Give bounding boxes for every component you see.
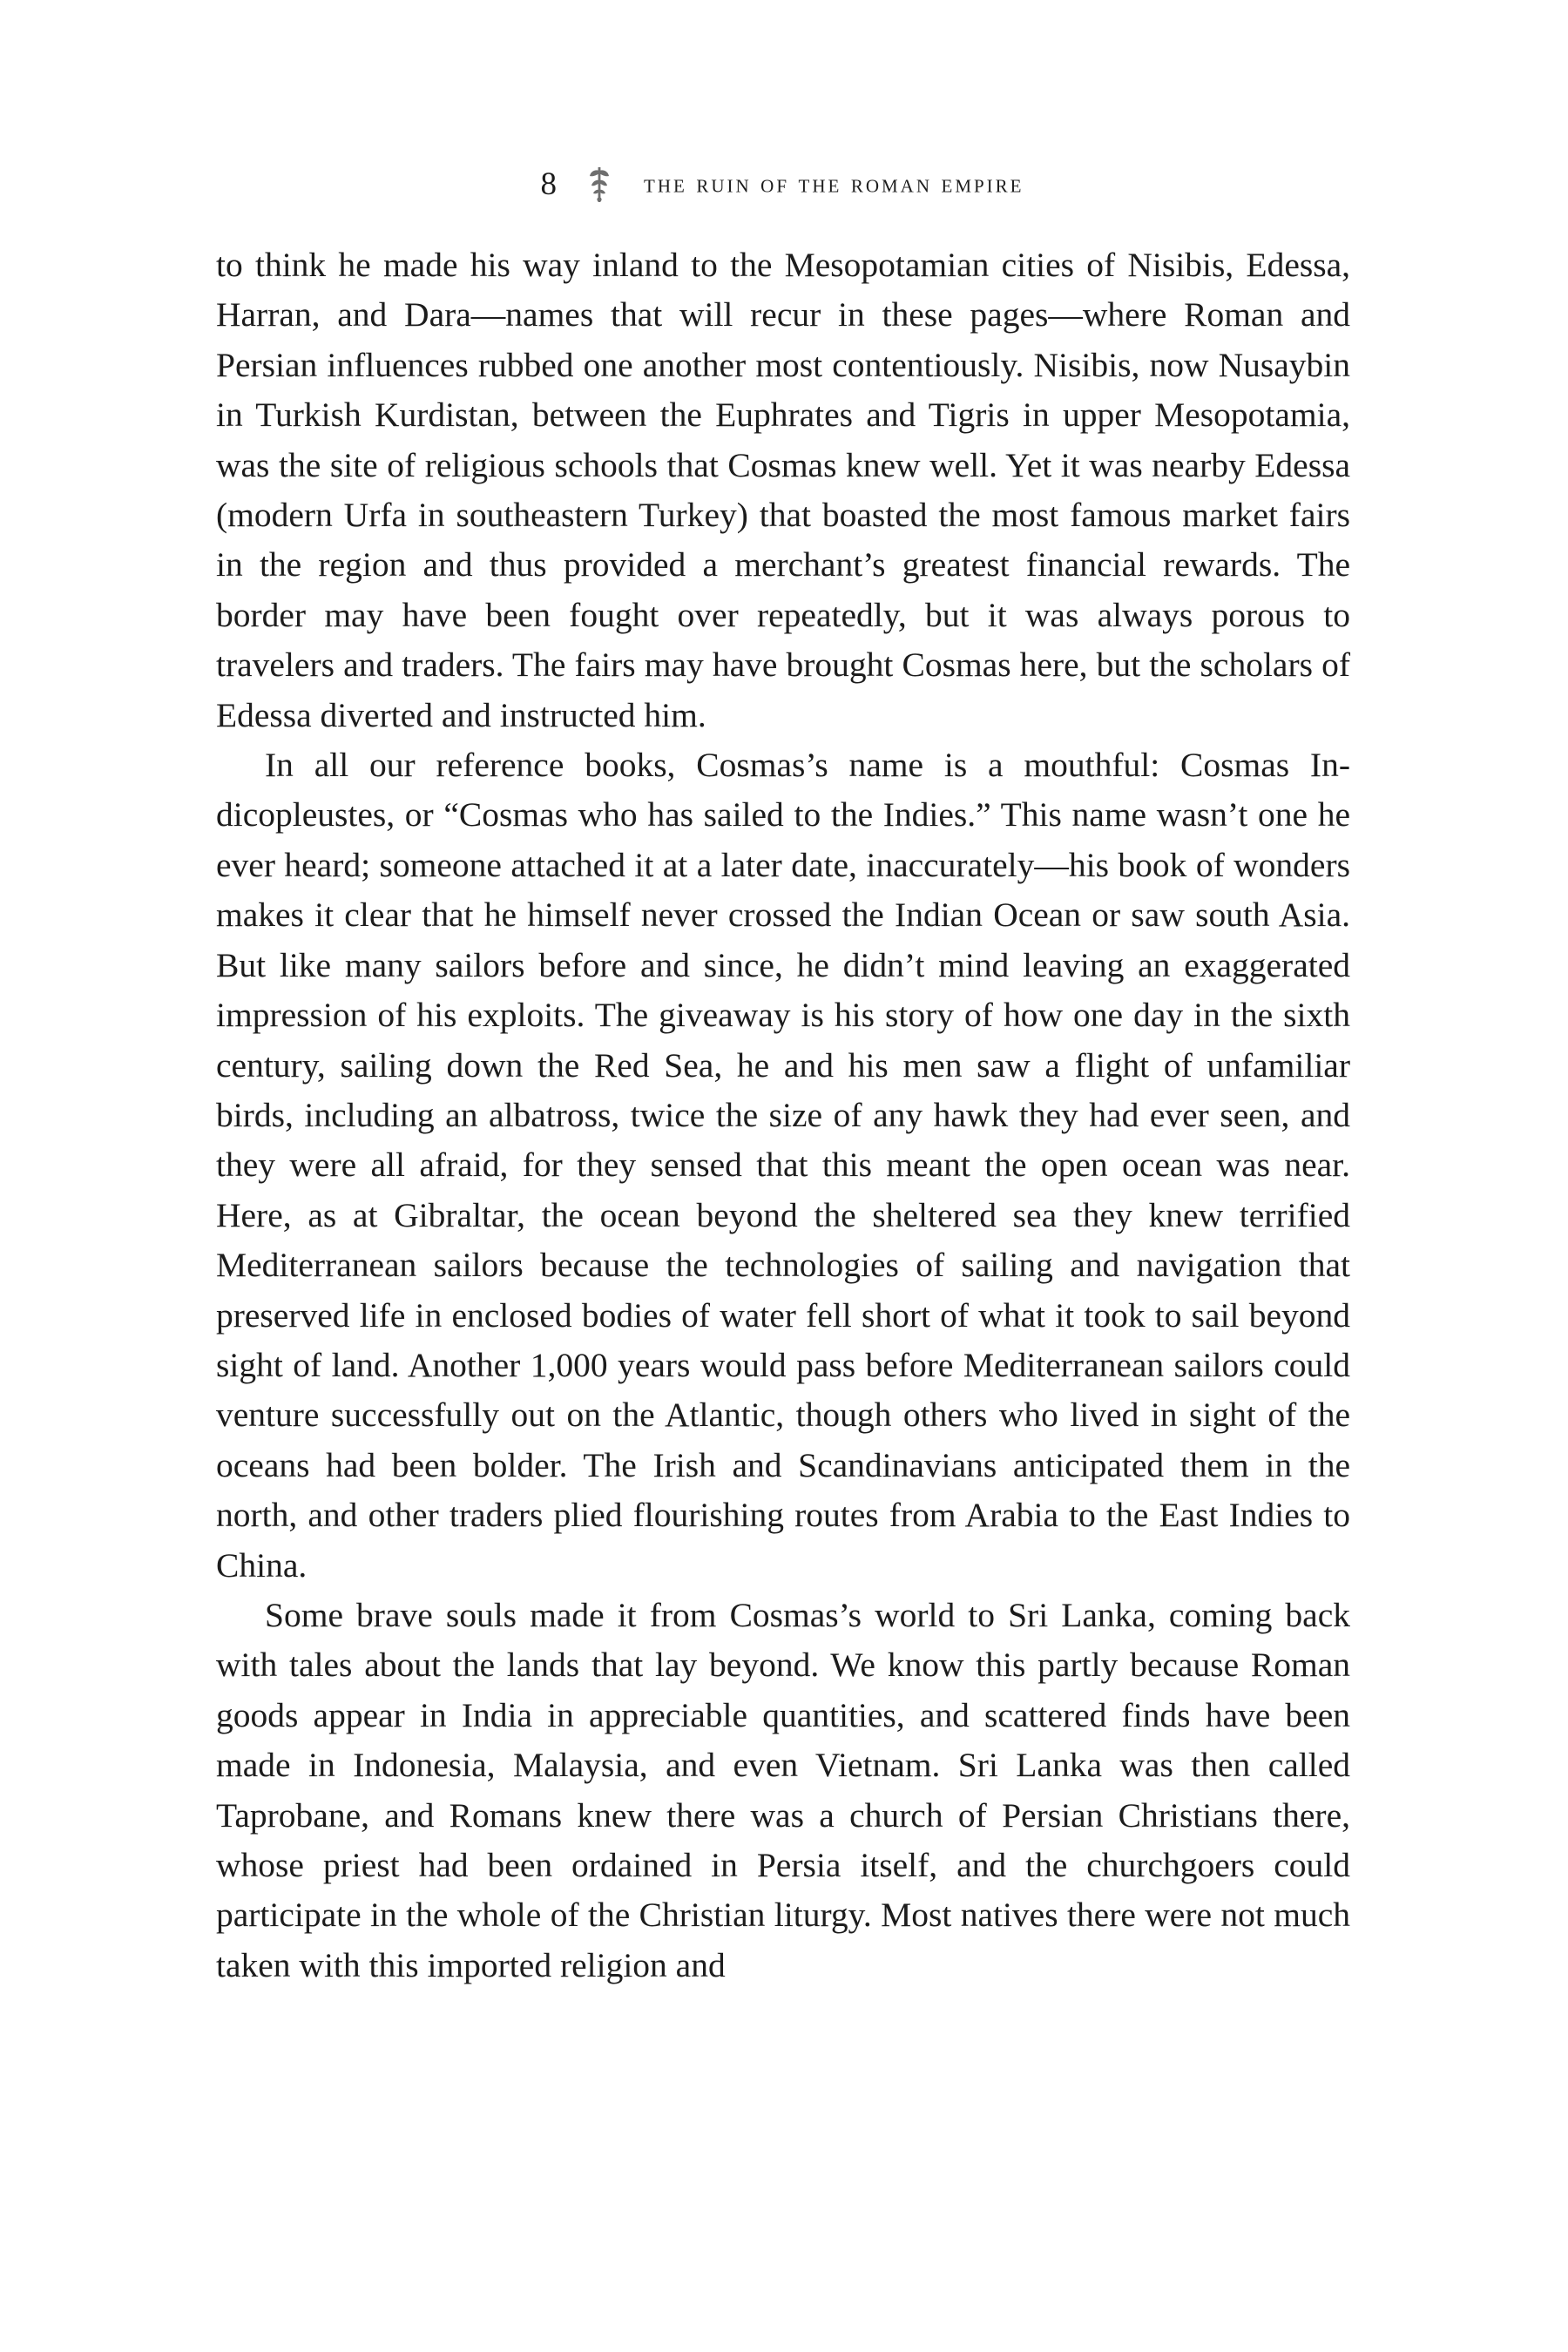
- fleuron-icon: [586, 166, 612, 203]
- running-head: [216, 166, 1348, 218]
- paragraph: to think he made his way inland to the Mesopotamian cities of Nisibis, Edessa, Harran, and Dara—names that will recur in these pages—where Roman and Persian influences rubbed one another most contentiously. Nisibis, now Nusaybin in Turkish Kurdistan, between the Euphrates and Tigris in upper Mesopotamia, was the site of religious schools that Cosmas knew well. Yet it was nearby Edessa (modern Urfa in southeastern Turkey) that boasted the most famous market fairs in the region and thus provided a merchant’s greatest financial rewards. The border may have been fought over repeatedly, but it was always porous to travelers and traders. The fairs may have brought Cosmas here, but the scholars of Edessa diverted and instructed him.: [216, 246, 1350, 734]
- page-number: 8: [540, 166, 557, 202]
- body-text: [216, 240, 1350, 1990]
- paragraph: Some brave souls made it from Cosmas’s world to Sri Lanka, coming back with tales about the lands that lay beyond. We know this partly because Roman goods appear in India in appreciable quantities, and scattered finds have been made in Indonesia, Malaysia, and even Vietnam. Sri Lanka was then called Taprobane, and Romans knew there was a church of Persian Christians there, whose priest had been ordained in Persia itself, and the churchgoers could participate in the whole of the Christian liturgy. Most natives there were not much taken with this imported religion and: [216, 1595, 1350, 1984]
- paragraph: In all our reference books, Cosmas’s name is a mouthful: Cosmas Indicopleustes, or “Cosmas who has sailed to the Indies.” This name wasn’t one he ever heard; someone attached it at a later date, inaccurately—his book of wonders makes it clear that he himself never crossed the Indian Ocean or saw south Asia. But like many sailors before and since, he didn’t mind leaving an exaggerated impression of his exploits. The giveaway is his story of how one day in the sixth century, sailing down the Red Sea, he and his men saw a flight of unfamiliar birds, including an albatross, twice the size of any hawk they had ever seen, and they were all afraid, for they sensed that this meant the open ocean was near. Here, as at Gibraltar, the ocean beyond the sheltered sea they knew terrified Mediterranean sailors because the technologies of sailing and navigation that preserved life in enclosed bodies of water fell short of what it took to sail beyond sight of land. Another 1,000 years would pass before Mediterranean sailors could venture successfully out on the Atlantic, though others who lived in sight of the oceans had been bolder. The Irish and Scandinavians anticipated them in the north, and other traders plied flourishing routes from Arabia to the East Indies to China.: [216, 746, 1350, 1585]
- running-title: the ruin of the roman empire: [644, 169, 1024, 199]
